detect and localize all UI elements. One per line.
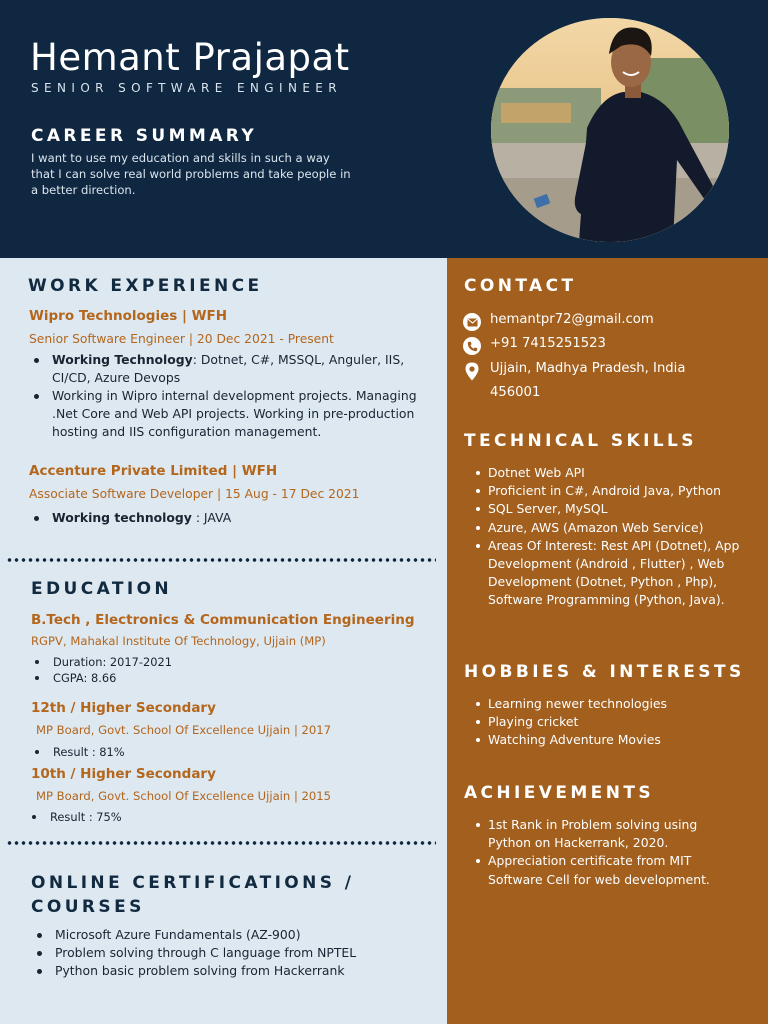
list-item: Problem solving through C language from NPTEL	[33, 944, 433, 962]
list-item: CGPA: 8.66	[31, 670, 411, 686]
contact-email-row	[463, 311, 654, 332]
profile-photo-image	[491, 18, 729, 242]
person-name: Hemant Prajapat	[30, 36, 350, 79]
career-summary-heading: CAREER SUMMARY	[31, 126, 258, 146]
education-degree: B.Tech , Electronics & Communication Engineering	[31, 612, 415, 628]
education-details	[28, 809, 408, 825]
education-school: MP Board, Govt. School Of Excellence Ujjain | 2015	[36, 789, 332, 803]
contact-phone-row	[463, 335, 606, 356]
left-column	[0, 258, 447, 1024]
list-item: Working technology : JAVA	[30, 509, 430, 527]
hobbies-heading: HOBBIES & INTERESTS	[464, 662, 745, 682]
list-item: Appreciation certificate from MIT Software Cell for web development.	[469, 852, 734, 888]
contact-email[interactable]: hemantpr72@gmail.com	[490, 312, 654, 327]
list-item: 1st Rank in Problem solving using Python on Hackerrank, 2020.	[469, 816, 734, 852]
profile-photo	[491, 18, 729, 242]
hobbies-list	[469, 695, 744, 750]
job-org: Accenture Private Limited | WFH	[29, 463, 278, 479]
list-item: Python basic problem solving from Hackerrank	[33, 962, 433, 980]
section-divider	[6, 558, 436, 562]
list-item: Result : 75%	[28, 809, 408, 825]
job-title: SENIOR SOFTWARE ENGINEER	[31, 81, 343, 95]
education-heading: EDUCATION	[31, 579, 173, 599]
list-item: SQL Server, MySQL	[469, 500, 744, 518]
education-degree: 10th / Higher Secondary	[31, 766, 216, 782]
contact-phone[interactable]: +91 7415251523	[490, 336, 606, 351]
list-item: Dotnet Web API	[469, 464, 744, 482]
phone-icon	[463, 337, 481, 355]
achievements-heading: ACHIEVEMENTS	[464, 783, 654, 803]
work-experience-heading: WORK EXPERIENCE	[28, 276, 263, 296]
technical-skills-heading: TECHNICAL SKILLS	[464, 431, 697, 451]
job-role-dates: Associate Software Developer | 15 Aug - 17 Dec 2021	[29, 487, 360, 501]
list-item: Microsoft Azure Fundamentals (AZ-900)	[33, 926, 433, 944]
technical-skills-list	[469, 464, 744, 610]
job-bullets	[30, 509, 430, 527]
education-details	[31, 744, 411, 760]
list-item: Learning newer technologies	[469, 695, 744, 713]
right-column	[447, 258, 768, 1024]
education-school: RGPV, Mahakal Institute Of Technology, Ujjain (MP)	[31, 634, 326, 648]
location-pin-icon	[463, 362, 481, 380]
list-item: Watching Adventure Movies	[469, 731, 744, 749]
education-school: MP Board, Govt. School Of Excellence Ujjain | 2017	[36, 723, 332, 737]
list-item: Working Technology: Dotnet, C#, MSSQL, Anguler, IIS, CI/CD, Azure Devops	[30, 351, 430, 387]
achievements-list	[469, 816, 734, 889]
contact-heading: CONTACT	[464, 276, 577, 296]
list-item: Areas Of Interest: Rest API (Dotnet), App Development (Android , Flutter) , Web Development (Dotnet, Python , Php), Software Programming (Python, Java).	[469, 537, 744, 610]
list-item: Playing cricket	[469, 713, 744, 731]
mail-icon	[463, 313, 481, 331]
contact-address: Ujjain, Madhya Pradesh, India 456001	[490, 361, 686, 400]
certifications-list	[33, 926, 433, 980]
contact-address-row	[463, 360, 685, 405]
certifications-heading-line2: COURSES	[31, 897, 145, 917]
section-divider	[6, 841, 436, 845]
list-item: Azure, AWS (Amazon Web Service)	[469, 519, 744, 537]
education-degree: 12th / Higher Secondary	[31, 700, 216, 716]
job-bullets	[30, 351, 430, 441]
header-banner	[0, 0, 768, 258]
education-details	[31, 654, 411, 686]
career-summary-text: I want to use my education and skills in such a way that I can solve real world problems and take people in a better direction.	[31, 151, 351, 197]
list-item: Working in Wipro internal development projects. Managing .Net Core and Web API projects. Working in pre-production hosting and IIS configuration management.	[30, 387, 430, 441]
list-item: Result : 81%	[31, 744, 411, 760]
job-role-dates: Senior Software Engineer | 20 Dec 2021 - Present	[29, 332, 334, 346]
list-item: Proficient in C#, Android Java, Python	[469, 482, 744, 500]
job-org: Wipro Technologies | WFH	[29, 308, 228, 324]
certifications-heading-line1: ONLINE CERTIFICATIONS /	[31, 873, 355, 893]
list-item: Duration: 2017-2021	[31, 654, 411, 670]
